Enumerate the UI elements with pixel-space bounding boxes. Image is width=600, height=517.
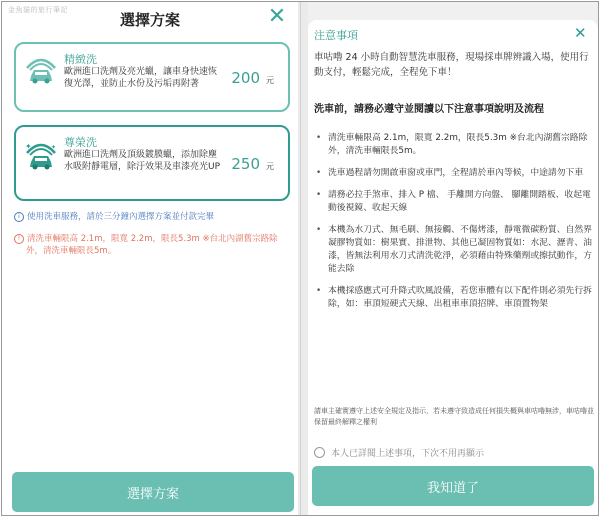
checkbox-label: 本人已詳閱上述事項，下次不用再顯示	[331, 449, 485, 459]
panel-divider-line	[300, 2, 301, 515]
info-icon: i	[14, 212, 24, 222]
notice-panel	[308, 2, 598, 515]
list-item: • 洗車過程請勿開啟車窗或車門，全程請於車內等候，中途請勿下車	[314, 167, 596, 180]
plan-price: 200	[231, 69, 260, 87]
disclaimer-text: 請車主確實遵守上述安全規定及指示，若未遵守致造成任何損失概與車咕嚕無涉，車咕嚕並保留最終解釋之權利	[314, 407, 594, 426]
plan-description: 歐洲進口洗劑及亮光蠟，讓車身快速恢復光澤，並防止水份及污垢再附著	[64, 67, 218, 89]
note-text-line1: 清洗車輛限高 2.1m，限寬 2.2m，限長5.3m ※台北內湖舊宗路除	[27, 234, 278, 244]
svg-text:✦: ✦	[25, 142, 32, 151]
svg-text:✦: ✦	[51, 144, 57, 151]
close-icon[interactable]: ✕	[574, 24, 587, 42]
vehicle-limit-note	[14, 233, 284, 257]
note-text-line2: 外，清洗車輛限長5m。	[26, 246, 117, 256]
plan-card-premium[interactable]	[14, 125, 290, 201]
warning-icon: !	[14, 234, 24, 244]
car-wash-icon	[24, 54, 58, 90]
plan-price-unit: 元	[266, 76, 274, 85]
plan-card-deluxe[interactable]	[14, 42, 290, 112]
notice-list	[314, 132, 596, 320]
plan-price: 250	[231, 155, 260, 173]
notice-title: 注意事項	[314, 29, 358, 42]
page-title: 選擇方案	[119, 11, 180, 29]
list-item: • 清洗車輛限高 2.1m，限寬 2.2m，限長5.3m ※台北內湖舊宗路除外，清洗車輛限長5m。	[314, 132, 596, 158]
acknowledge-button[interactable]: 我知道了	[312, 466, 594, 506]
select-plan-button[interactable]: 選擇方案	[12, 472, 294, 512]
notice-intro: 車咕嚕 24 小時自動智慧洗車服務，現場採車牌辨識入場，使用行動支付，輕鬆完成，全程免下車！	[314, 52, 589, 78]
watermark: 金魚貓的旅行筆記	[8, 6, 68, 14]
payment-time-note	[14, 211, 284, 223]
radio-circle-icon[interactable]	[314, 447, 325, 458]
list-item: • 本機為水刀式、無毛刷、無接觸、不傷烤漆，靜電微碳粉質、自然界凝膠物質如：樹果實、排泄物、其他已凝固物質如：水泥、瀝青、油漆，皆無法利用水刀式清洗乾淨，必須藉由特殊藥劑或擦拭動作，方能去除	[314, 224, 596, 276]
list-item: • 請務必拉手煞車、排入 P 檔、 手離開方向盤、 腳離開踏板、收起電動後視鏡、收起天線	[314, 189, 596, 215]
note-text: 使用洗車服務，請於三分鐘內選擇方案並付款完畢	[27, 212, 215, 222]
dont-show-again-checkbox[interactable]	[314, 446, 484, 459]
car-wash-sparkle-icon	[24, 139, 58, 177]
plan-name: 精緻洗	[64, 53, 97, 66]
plan-price-unit: 元	[266, 162, 274, 171]
screenshot-frame	[1, 1, 599, 516]
plan-description: 歐洲進口洗劑及頂級鍍膜蠟，添加除塵水吸附靜電層，除汙效果及車漆亮光UP	[64, 150, 221, 172]
plan-selection-panel	[2, 2, 298, 515]
list-item: • 本機採感應式可升降式吹風設備，若您車體有以下配件則必須先行拆除，如：車頂短硬式天線、出租車車頂招牌、車頂置物架	[314, 285, 596, 311]
plan-name: 尊榮洗	[64, 136, 97, 149]
notice-heading: 洗車前，請務必遵守並閱讀以下注意事項說明及流程	[314, 104, 544, 115]
close-icon[interactable]: ✕	[267, 4, 287, 29]
